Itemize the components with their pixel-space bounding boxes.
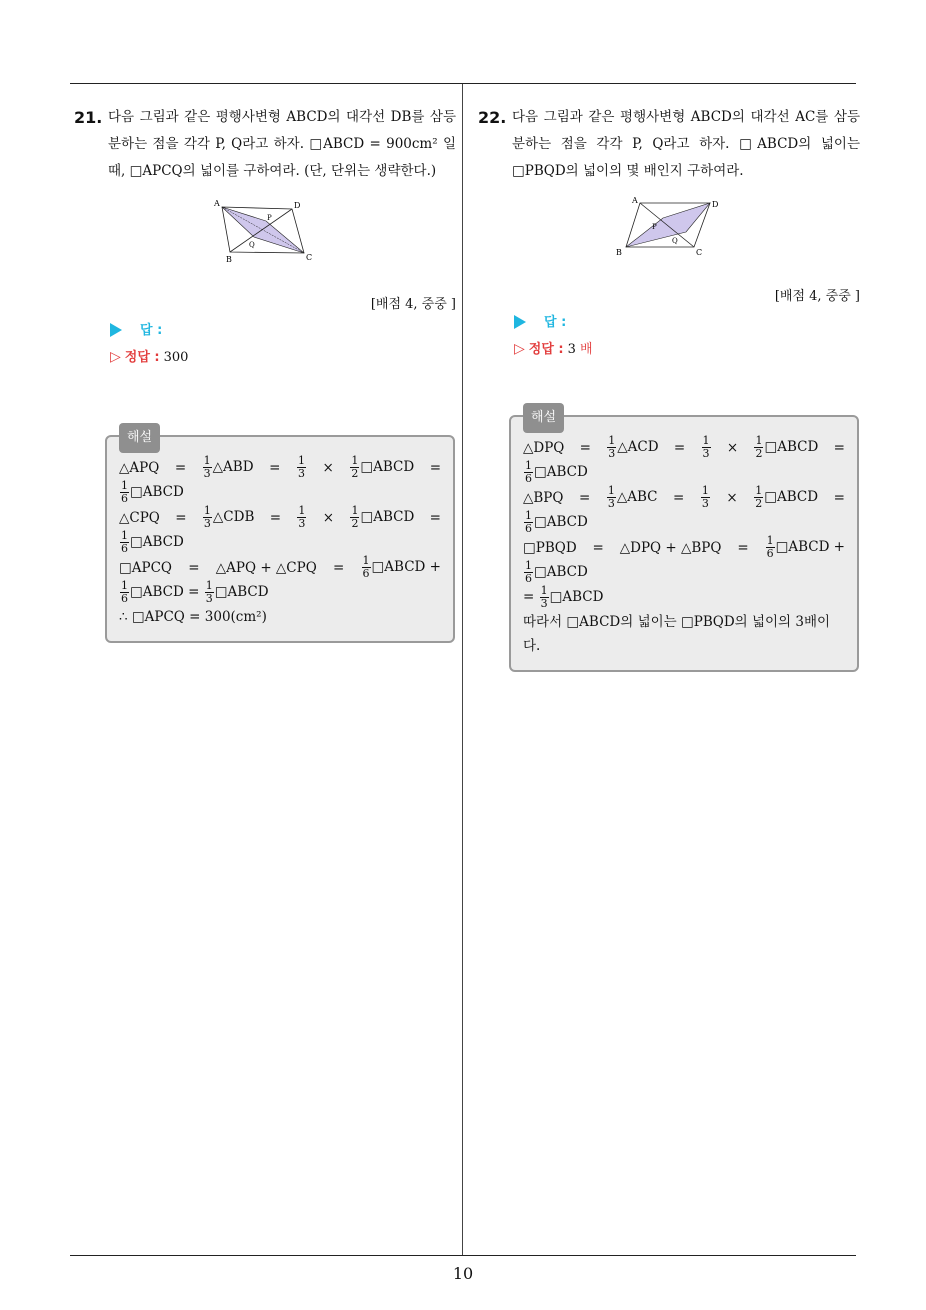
solution-line: $\frac{1}{6}$ □ABCD	[525, 509, 588, 535]
answer-label: 답 :	[544, 315, 567, 330]
parallelogram-figure	[210, 197, 320, 267]
solution-line: △DPQ = $\frac{1}{3}$ △ACD = $\frac{1}{3}$ × $\frac{1}{2}$ □ABCD =	[523, 434, 845, 460]
correct-value: 300	[163, 350, 189, 365]
solution-line: $\frac{1}{6}$ □ABCD	[525, 459, 588, 485]
label-c: C	[696, 248, 703, 257]
label-q: Q	[249, 241, 255, 249]
question-number: 22.	[478, 108, 507, 127]
parallelogram-figure	[614, 195, 724, 261]
solution-tag: 해설	[119, 423, 160, 453]
solution-line: $\frac{1}{6}$ □ABCD	[121, 529, 184, 555]
solution-line: □APCQ = △APQ + △CPQ = $\frac{1}{6}$ □ABCD +	[119, 554, 441, 580]
column-divider	[462, 84, 463, 1256]
question-21	[74, 104, 456, 643]
answer-line	[110, 318, 456, 344]
label-d: D	[712, 200, 719, 209]
label-d: D	[294, 201, 301, 210]
correct-label: 정답 :	[124, 350, 160, 365]
question-22	[478, 104, 860, 672]
question-22-header	[478, 104, 860, 185]
solution-line: △CPQ = $\frac{1}{3}$ △CDB = $\frac{1}{3}$ × $\frac{1}{2}$ □ABCD =	[119, 504, 441, 530]
question-21-header	[74, 104, 456, 185]
correct-value: 3	[567, 342, 576, 357]
label-a: A	[214, 199, 220, 208]
outline-triangle-icon: ▷	[110, 349, 121, 365]
correct-unit: 배	[580, 342, 593, 357]
question-text: 다음 그림과 같은 평행사변형 ABCD의 대각선 AC를 삼등분하는 점을 각각 P, Q라고 하자. □ABCD의 넓이는 □PBQD의 넓이의 몇 배인지 구하여라.	[512, 109, 860, 179]
bottom-rule	[70, 1255, 856, 1256]
page-number: 10	[452, 1264, 474, 1283]
solution-line: 따라서 □ABCD의 넓이는 □PBQD의 넓이의 3배이다.	[523, 614, 831, 654]
solution-line: △BPQ = $\frac{1}{3}$ △ABC = $\frac{1}{3}$ × $\frac{1}{2}$ □ABCD =	[523, 484, 845, 510]
answer-block	[110, 318, 456, 371]
question-text: 다음 그림과 같은 평행사변형 ABCD의 대각선 DB를 삼등분하는 점을 각각 P, Q라고 하자. □ABCD = 900cm² 일 때, □APCQ의 넓이를 구하여라. (단, 단위는 생략한다.)	[108, 109, 456, 179]
score: [배점 4, 중중 ]	[370, 297, 456, 312]
solution-box	[105, 430, 455, 643]
solution-line: □PBQD = △DPQ + △BPQ = $\frac{1}{6}$ □ABCD +	[523, 534, 845, 560]
label-q: Q	[672, 237, 678, 245]
solution-box	[509, 410, 859, 672]
solution-line: △APQ = $\frac{1}{3}$ △ABD = $\frac{1}{3}$ × $\frac{1}{2}$ □ABCD =	[119, 454, 441, 480]
label-a: A	[632, 196, 638, 205]
play-icon	[110, 323, 122, 337]
answer-line	[514, 310, 860, 336]
solution-line: $\frac{1}{6}$ □ABCD	[121, 479, 184, 505]
top-rule	[70, 83, 856, 84]
correct-answer-line	[514, 336, 860, 363]
play-icon	[514, 315, 526, 329]
label-b: B	[616, 248, 622, 257]
answer-block	[514, 310, 860, 363]
solution-line: = $\frac{1}{3}$ □ABCD	[523, 584, 604, 610]
label-p: P	[267, 214, 272, 222]
solution-line: ∴ □APCQ = 300(cm²)	[119, 609, 267, 625]
label-c: C	[306, 253, 313, 262]
outline-triangle-icon: ▷	[514, 341, 525, 357]
label-p: P	[652, 223, 657, 231]
solution-line: $\frac{1}{6}$ □ABCD	[525, 559, 588, 585]
solution-line: $\frac{1}{6}$ □ABCD = $\frac{1}{3}$ □ABCD	[121, 579, 269, 605]
question-number: 21.	[74, 108, 103, 127]
correct-answer-line	[110, 344, 456, 371]
correct-label: 정답 :	[528, 342, 564, 357]
label-b: B	[226, 255, 232, 264]
score: [배점 4, 중중 ]	[774, 289, 860, 304]
answer-label: 답 :	[140, 323, 163, 338]
solution-tag: 해설	[523, 403, 564, 433]
